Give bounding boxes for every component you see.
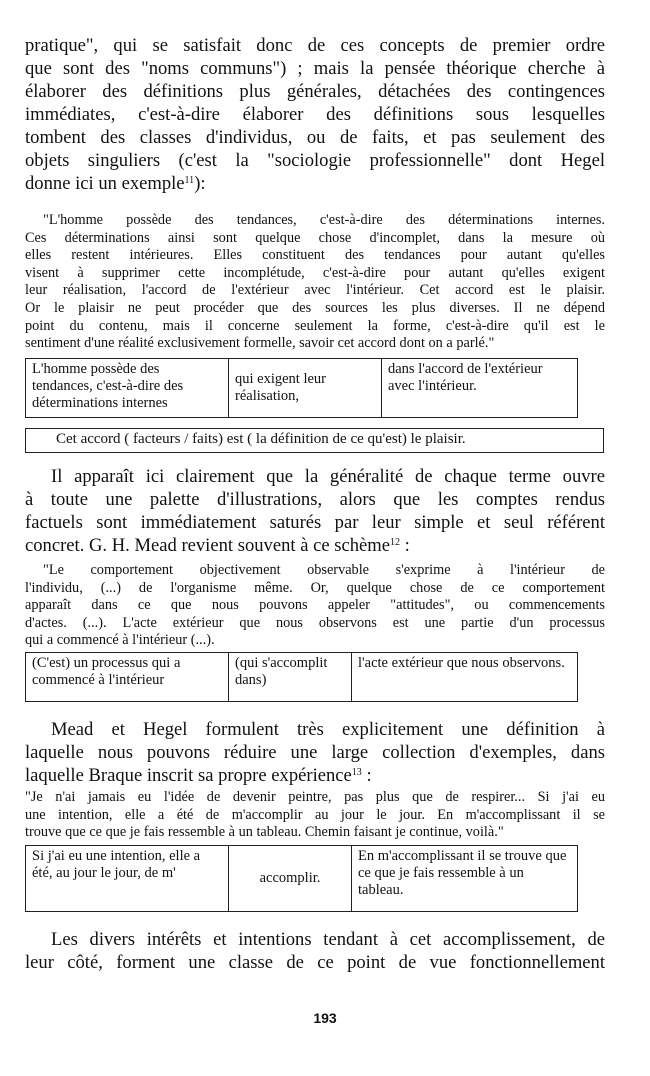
quote-line: d'actes. (...). L'acte extérieur que nous observons est une partie d'un processus	[25, 614, 605, 631]
line-text: pratique", qui se satisfait donc de ces concepts de premier ordre	[25, 35, 605, 56]
line-text: factuels sont immédiatement saturés par leur simple et seul référent	[25, 512, 605, 533]
quote-line: "Le comportement objectivement observable s'exprime à l'intérieur de	[43, 562, 605, 578]
text-line	[25, 928, 605, 951]
quote-hegel	[25, 212, 605, 353]
line-text: laquelle Braque inscrit sa propre expérience	[25, 765, 352, 786]
text-line	[25, 172, 605, 195]
text-line	[25, 741, 605, 764]
text-line	[25, 57, 605, 80]
table-cell: accomplir.	[229, 846, 352, 912]
summary-box: Cet accord ( facteurs / faits) est ( la définition de ce qu'est) le plaisir.	[25, 428, 604, 453]
text-line	[25, 511, 605, 534]
text-line	[25, 718, 605, 741]
quote-line: qui a commencé à l'intérieur (...).	[25, 632, 215, 649]
table-mead	[25, 652, 578, 702]
line-text: tombent des classes d'individus, ou de faits, et pas seulement des	[25, 127, 605, 148]
table-cell: En m'accomplissant il se trouve que ce que je fais ressemble à un tableau.	[352, 846, 578, 912]
line-text: Il apparaît ici clairement que la généralité de chaque terme ouvre	[51, 466, 605, 487]
line-text: ):	[194, 173, 206, 194]
table-cell: qui exigent leur réalisation,	[229, 359, 382, 418]
text-line	[25, 764, 605, 787]
quote-line: "L'homme possède des tendances, c'est-à-dire des déterminations internes.	[43, 212, 605, 228]
line-text: objets singuliers (c'est la "sociologie professionnelle" dont Hegel	[25, 150, 605, 171]
table-hegel	[25, 358, 578, 418]
paragraph-1	[25, 34, 605, 195]
quote-line: leur réalisation, l'accord de l'extérieur avec l'intérieur. Cet accord est le plaisir.	[25, 282, 605, 299]
line-text: leur côté, forment une classe de ce point de vue fonctionnellement	[25, 952, 605, 973]
quote-line: Or le plaisir ne peut procéder que des sources les plus diverses. Il ne dépend	[25, 299, 605, 316]
quote-line: une intention, elle a été de m'accomplir au jour le jour. En m'accomplissant il se	[25, 806, 605, 823]
text-line	[25, 149, 605, 172]
quote-line: point du contenu, mais il concerne seulement la forme, c'est-à-dire qu'il est le	[25, 317, 605, 334]
text-line	[25, 126, 605, 149]
line-text: donne ici un exemple	[25, 173, 185, 194]
footnote-marker: 13	[351, 767, 362, 778]
text-line	[25, 465, 605, 488]
text-line	[25, 34, 605, 57]
line-text: Les divers intérêts et intentions tendant à cet accomplissement, de	[51, 929, 605, 950]
quote-line: "Je n'ai jamais eu l'idée de devenir peintre, pas plus que de respirer... Si j'ai eu	[25, 789, 605, 805]
text-line	[25, 951, 605, 974]
table-cell: (C'est) un processus qui a commencé à l'intérieur	[26, 653, 229, 702]
page-number: 193	[313, 1010, 337, 1026]
table-braque	[25, 845, 578, 912]
line-text: :	[361, 765, 372, 786]
quote-braque	[25, 789, 605, 842]
paragraph-2	[25, 465, 605, 557]
quote-line: elles restent intérieures. Elles constituent des tendances pour autant qu'elles	[25, 247, 605, 264]
text-line	[25, 534, 605, 557]
paragraph-3	[25, 718, 605, 787]
line-text: élaborer des définitions plus générales, détachées des contingences	[25, 81, 605, 102]
line-text: concret. G. H. Mead revient souvent à ce schème	[25, 535, 391, 556]
quote-line: apparaît dans ce que nous pouvons appeler "attitudes", ou commencements	[25, 597, 605, 614]
line-text: Mead et Hegel formulent très explicitement une définition à	[51, 719, 605, 740]
line-text: :	[400, 535, 410, 556]
text-line	[25, 80, 605, 103]
quote-line: sentiment d'une réalité exclusivement formelle, savoir cet accord dont on a parlé."	[25, 335, 495, 352]
quote-line: Ces déterminations ainsi sont quelque chose d'incomplet, dans la mesure où	[25, 229, 605, 246]
text-line	[25, 488, 605, 511]
line-text: immédiates, c'est-à-dire élaborer des définitions sous lesquelles	[25, 104, 605, 125]
table-cell: (qui s'accomplit dans)	[229, 653, 352, 702]
quote-line: l'individu, (...) de l'organisme même. Or, quelque chose de ce comportement	[25, 579, 605, 596]
footnote-marker: 11	[184, 175, 195, 186]
quote-line: visent à supprimer cette incomplétude, c'est-à-dire pour autant qu'elles exigent	[25, 264, 605, 281]
table-cell: L'homme possède des tendances, c'est-à-dire des déterminations internes	[26, 359, 229, 418]
paragraph-4	[25, 928, 605, 974]
footnote-marker: 12	[390, 537, 401, 548]
table-cell: l'acte extérieur que nous observons.	[352, 653, 578, 702]
line-text: à toute une palette d'illustrations, alors que les comptes rendus	[25, 489, 605, 510]
quote-line: trouve que ce que je fais ressemble à un tableau. Chemin faisant je continue, voilà."	[25, 824, 504, 841]
table-cell: Si j'ai eu une intention, elle a été, au jour le jour, de m'	[26, 846, 229, 912]
line-text: que sont des "noms communs") ; mais la pensée théorique cherche à	[25, 58, 605, 79]
line-text: laquelle nous pouvons réduire une large collection d'exemples, dans	[25, 742, 605, 763]
quote-mead	[25, 562, 605, 650]
text-line	[25, 103, 605, 126]
table-cell: dans l'accord de l'extérieur avec l'intérieur.	[382, 359, 578, 418]
